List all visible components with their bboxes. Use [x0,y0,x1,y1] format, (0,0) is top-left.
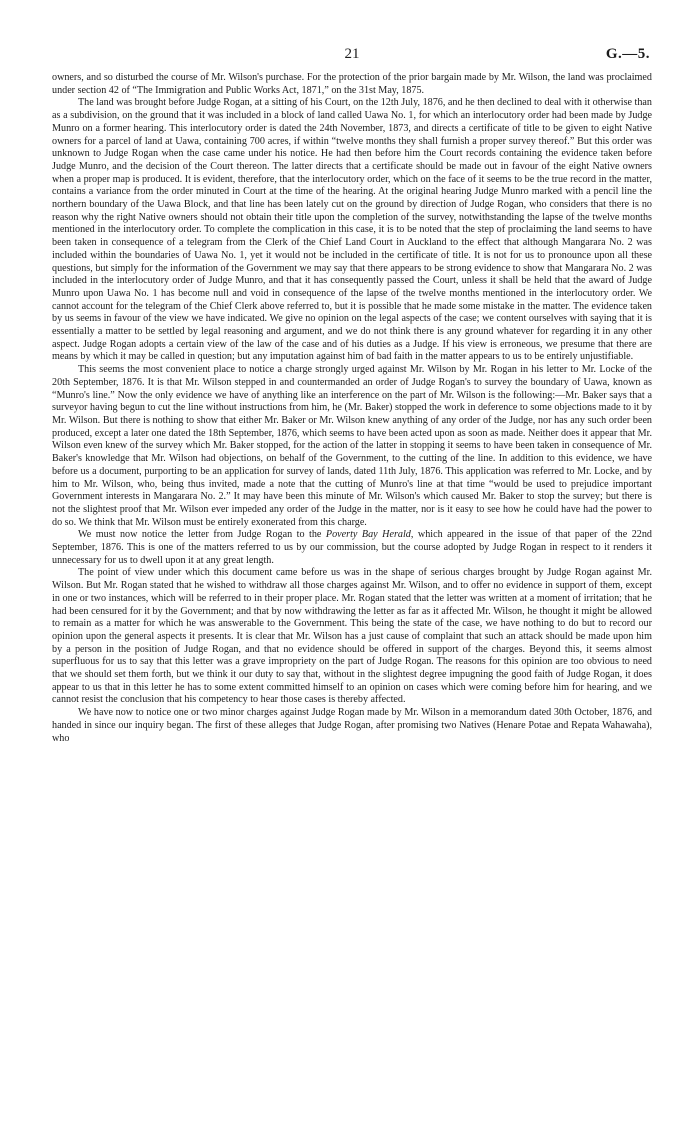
paragraph-text: This seems the most convenient place to notice a charge strongly urged against Mr. Wilson by Mr. Rogan in his letter to Mr. Locke of the 20th September, 1876. It is that Mr. Wilson stepped in and countermanded an order of Judge Rogan's to survey the boundary of Uawa, known as “Munro's line.” Now the only evidence we have of anything like an interference on the part of Mr. Wilson is the following:—Mr. Baker says that a surveyor having begun to cut the line without instructions from him, he (Mr. Baker) stopped the work in deference to some objections made to it by Mr. Wilson. But there is nothing to show that either Mr. Baker or Mr. Wilson knew anything of any order of the Judge, nor has any such order been produced, except a later one dated the 18th September, 1876, which seems to have been acted upon as soon as made. Neither does it appear that Mr. Wilson even knew of the survey which Mr. Baker stopped, for the action of the latter in stopping it seems to have been taken in consequence of Mr. Baker's knowledge that Mr. Wilson had objections, on behalf of the Government, to the cutting of the line. In addition to this evidence, we have before us a document, purporting to be an application for survey of lands, dated 11th July, 1876. This application was referred to Mr. Locke, and by him to Mr. Wilson, who, being thus invited, made a note that the cutting of Munro's line at that time “would be used to prejudice important Government interests in Mangarara No. 2.” It may have been this minute of Mr. Wilson's which caused Mr. Baker to stop the survey; but there is not the slightest proof that Mr. Wilson ever impeded any order of the Judge in the matter, nor is it easy to see how he could have had the power to do so. We think that Mr. Wilson must be entirely exonerated from this charge. [52,364,652,528]
paragraph-text: owners, and so disturbed the course of Mr. Wilson's purchase. For the protection of the prior bargain made by Mr. Wilson, the land was proclaimed under section 42 of “The Immigration and Public Works Act, 1871,” on the 31st May, 1875. [52,72,652,96]
paragraph [52,364,652,529]
paragraph-text: The land was brought before Judge Rogan, at a sitting of his Court, on the 12th July, 1876, and he then declined to deal with it otherwise than as a subdivision, on the ground that it was included in a block of land called Uawa No. 1, for which an interlocutory order had been made by Judge Munro on a former hearing. This interlocutory order is dated the 24th November, 1873, and directs a certificate of title to be given to eight Native owners for a parcel of land at Uawa, containing 700 acres, if within “twelve months they shall furnish a proper survey thereof.” But this order was unknown to Judge Rogan when the case came under his notice. He had then before him the Court records containing the evidence taken before Judge Munro, and the decision of the Court thereon. The latter directs that a certificate should be made out in favour of the eight Native owners when a proper map is produced. It is evident, therefore, that the interlocutory order, which on the face of it seems to be the true record in the matter, contains a variance from the order minuted in Court at the time of the hearing. At the original hearing Judge Munro marked with a pencil line the northern boundary of the Uawa Block, and that line has been lately cut on the ground by direction of Judge Rogan, who considers that there is no reason why the right Native owners should not obtain their title upon the completion of the survey, notwithstanding the lapse of the twelve months mentioned in the interlocutory order. To complete the complication in this case, it is to be noted that the step of proclaiming the land seems to have been taken in consequence of a telegram from the Clerk of the Chief Land Court in Auckland to the effect that although Mangarara No. 2 was included within the boundaries of Uawa No. 1, yet it would not be included in the certificate of title. It is not for us to pronounce upon all these questions, but simply for the information of the Government we may say that there appears to be strong evidence to show that Mangarara No. 2 was included in the interlocutory order of Judge Munro, and that it has consequently passed the Court, unless it shall be held that the award of Judge Munro upon Uawa No. 1 has become null and void in consequence of the lapse of the twelve months mentioned in the interlocutory order. We cannot account for the telegram of the Chief Clerk above referred to, but it is possible that he made some mistake in the matter. The evidence taken by us seems in favour of the view we have indicated. We give no opinion on the legal aspects of the case; we content ourselves with saying that it is essentially a matter to be settled by legal reasoning and argument, and we do not think there is any ground whatever for regarding it in any other aspect. Judge Rogan adopts a certain view of the law of the case and of his duties as a Judge. If his view is erroneous, we presume that there are means by which it may be called in question; but any imputation against him of bad faith in the matter appears to us to be entirely unjustifiable. [52,97,652,363]
document-reference: G.—5. [605,46,650,62]
paragraph [52,567,652,707]
paragraph [52,97,652,364]
paragraph-text: We have now to notice one or two minor charges against Judge Rogan made by Mr. Wilson in a memorandum dated 30th October, 1876, and handed in since our inquiry began. The first of these alleges that Judge Rogan, after promising two Natives (Henare Potae and Repata Wahawaha), who [52,707,652,744]
document-body [52,72,652,745]
paragraph [52,72,652,97]
paragraph [52,529,652,567]
paragraph [52,707,652,745]
paragraph-text: The point of view under which this document came before us was in the shape of serious charges brought by Judge Rogan against Mr. Wilson. But Mr. Rogan stated that he wished to withdraw all those charges against Mr. Wilson, and to offer no evidence in support of them, except in one or two instances, which will be referred to in their proper place. Mr. Rogan stated that the letter was written at a moment of irritation; that he had been censured for it by the Government; and that by now withdrawing the letter as far as it affected Mr. Wilson, he thought it might be allowed to remain as a matter for which he was answerable to the Government. This being the state of the case, we have nothing to do but to record our opinion upon the general aspects it presents. It is clear that Mr. Wilson has a just cause of complaint that such an attack should be made upon him by a person in the position of Judge Rogan, and that no evidence should be offered in support of the charges. Beyond this, it seems almost superfluous for us to say that this letter was a grave impropriety on the part of Judge Rogan. The reasons for this opinion are too obvious to need that we should set them forth, but we think it our duty to say that, without in the slightest degree impugning the good faith of Judge Rogan, it does appear to us that in this letter he has to some extent committed himself to an opinion on cases which were coming before him for hearing, and we cannot resist the conclusion that his competency to hear those cases is thereby affected. [52,567,652,706]
paragraph-text: We must now notice the letter from Judge Rogan to the [78,529,326,541]
paragraph-text: , which appeared in the issue of that paper of the 22nd September, 1876. This is one of the matters referred to us by our commission, but the course adopted by Judge Rogan in respect to it renders it unnecessary for us to dwell upon it at any great length. [52,529,652,566]
newspaper-title: Poverty Bay Herald [325,529,411,541]
page-number: 21 [344,46,360,62]
page-header [52,40,652,68]
